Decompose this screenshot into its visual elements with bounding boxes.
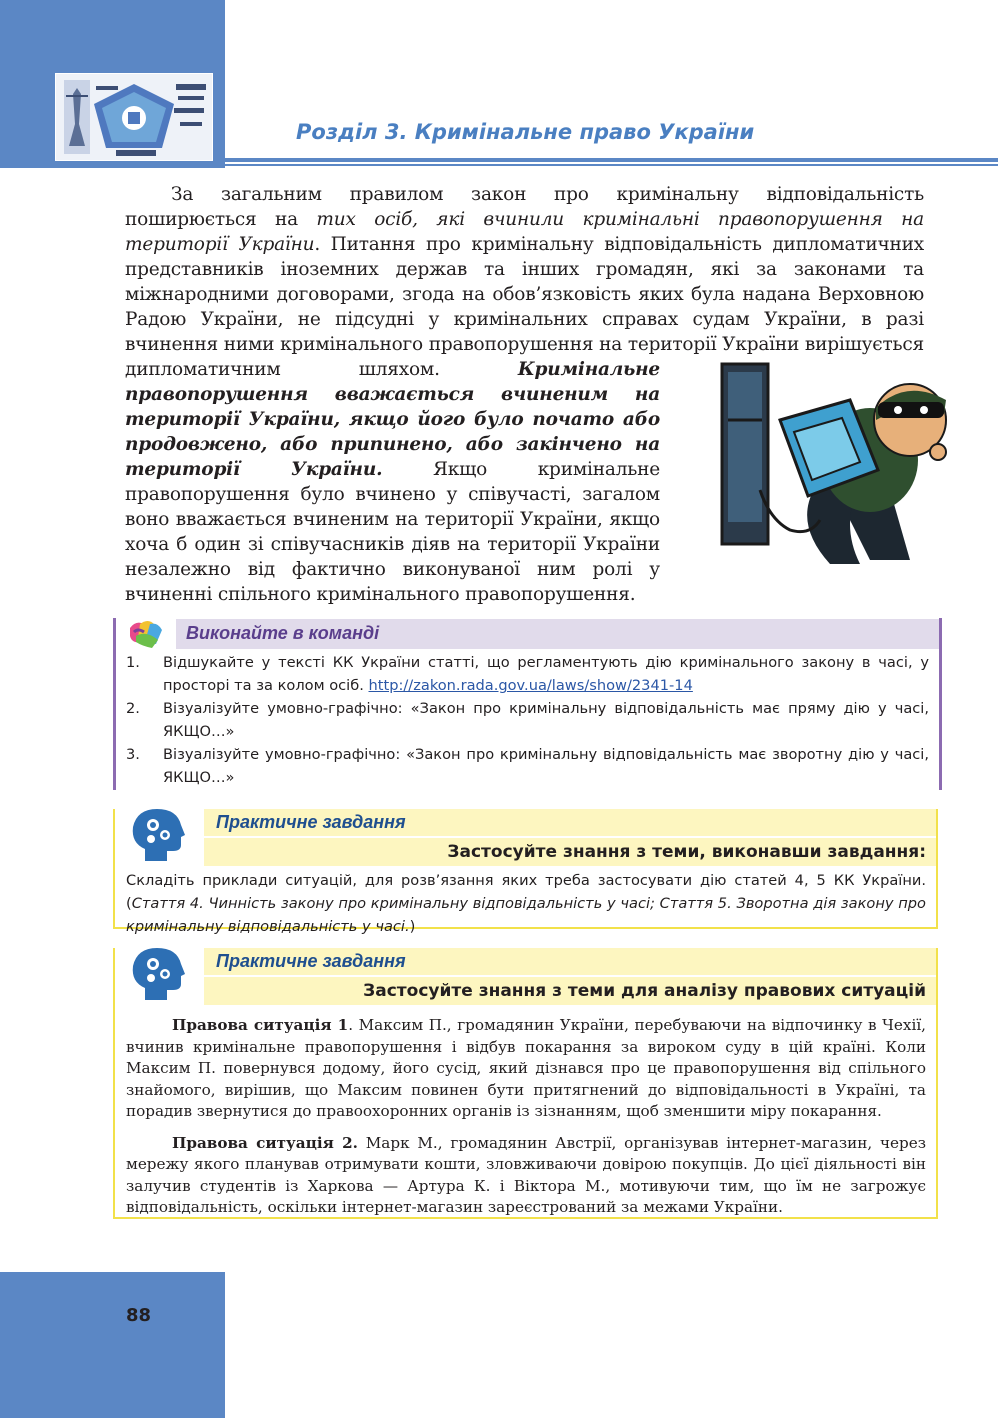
list-item [126, 651, 929, 697]
practical-task-box-1 [113, 809, 938, 935]
chapter-logo [55, 73, 213, 161]
item-text: Візуалізуйте умовно-графічно: «Закон про кримінальну відповідальність має пряму дію у часі, ЯКЩО…» [163, 700, 929, 740]
list-item [126, 697, 929, 743]
item-number: 1. [126, 654, 140, 671]
legal-situations [126, 1015, 926, 1219]
practical-header-1 [204, 809, 936, 836]
zakon-rada-link[interactable]: http://zakon.rada.gov.ua/laws/show/2341-14 [368, 677, 693, 694]
practical-subtitle: Застосуйте знання з теми, виконавши завдання: [447, 842, 926, 862]
practical-text-1 [126, 869, 926, 938]
team-hands-icon [126, 618, 166, 648]
legal-situation-1 [126, 1015, 926, 1123]
practical-title: Практичне завдання [216, 951, 406, 971]
header-rule-thin [225, 164, 998, 166]
item-number: 2. [126, 700, 140, 717]
practical-subheader-2 [204, 977, 936, 1005]
page-number: 88 [126, 1305, 152, 1326]
head-gears-icon [127, 944, 189, 1004]
para-text-1: За загальним правилом закон про кримінальну відповідальність поширюється на [125, 184, 924, 230]
task-text: Складіть приклади ситуацій, для розв’язання яких треба застосувати дію статей 4, 5 КК України. ( [126, 872, 926, 912]
para-bold-italic: Кримінальне правопорушення вважається вчиненим на території України, якщо його було почато або продовжено, або припинено, або закінчено на території України. [125, 359, 660, 480]
team-title: Виконайте в команді [186, 623, 380, 643]
item-text: Відшукайте у тексті КК України статті, що регламентують дію кримінального закону в часі, у просторі та за колом осіб. [163, 654, 929, 694]
situation-text: . Максим П., громадянин України, перебуваючи на відпочинку в Чехії, вчинив кримінальне правопорушення і відбув покарання за вироком суду в цій країні. Коли Максим П. повернувся додому, його сусід, який дізнався про це правопорушення від спільного знайомого, вирішив, що Максим повинен бути притягнений до відповідальності в Україні, та порадив звернутися до правоохоронних органів із зізнанням, щоб зменшити міру покарання. [126, 1016, 927, 1120]
thief-illustration [674, 360, 924, 566]
sidebar-bottom-band [0, 1272, 225, 1418]
chapter-title: Розділ 3. Кримінальне право України [296, 120, 755, 144]
item-text: Візуалізуйте умовно-графічно: «Закон про кримінальну відповідальність має зворотну дію у часі, ЯКЩО…» [163, 746, 929, 786]
practical-title: Практичне завдання [216, 812, 406, 832]
list-item [126, 743, 929, 789]
header-rule [225, 158, 998, 162]
situation-label: Правова ситуація 1 [172, 1016, 349, 1034]
task-text-italic: Стаття 4. Чинність закону про кримінальну відповідальність у часі; Стаття 5. Зворотна дія закону про кримінальну відповідальність у часі. [126, 895, 926, 935]
team-task-box [113, 618, 942, 790]
practical-subheader-1 [204, 838, 936, 866]
situation-label: Правова ситуація 2. [172, 1133, 358, 1152]
para-text-3: Якщо кримінальне правопорушення було вчинено у співучасті, загалом воно вважається вчиненим на території України, якщо хоча б один зі співучасників діяв на території України незалежно від фактично виконуваної ним ролі у вчиненні спільного кримінального правопорушення. [125, 459, 660, 605]
practical-header-2 [204, 948, 936, 975]
item-number: 3. [126, 746, 140, 763]
head-gears-icon [127, 805, 189, 865]
main-paragraph [125, 182, 924, 607]
team-task-list [126, 651, 929, 789]
task-text-end: ) [409, 918, 416, 935]
para-italic-1: тих осіб, які вчинили кримінальні правопорушення на території України [125, 209, 924, 255]
team-header [176, 619, 939, 649]
situation-text: Марк М., громадянин Австрії, організував інтернет-магазин, через мережу якого планував отримувати кошти, зловживаючи довірою покупців. До цієї діяльності він залучив студентів із Харкова — Артура К. і Віктора М., мотивуючи тим, що їм не загрожує відповідальність, оскільки інтернет-магазин зареєстрований за межами України. [126, 1133, 926, 1216]
legal-situation-2 [126, 1133, 926, 1219]
practical-task-box-2 [113, 948, 938, 1219]
para-text-2: . Питання про кримінальну відповідальність дипломатичних представників іноземних держав та інших громадян, які за законами та міжнародними договорами, згода на обов’язковість яких була надана Верховною Радою України, не підсудні у кримінальних справах судам України, в разі вчинення ними кримінального правопорушення на території України вирішується дипломатичним шляхом. [125, 234, 924, 380]
practical-subtitle: Застосуйте знання з теми для аналізу правових ситуацій [363, 981, 926, 1001]
